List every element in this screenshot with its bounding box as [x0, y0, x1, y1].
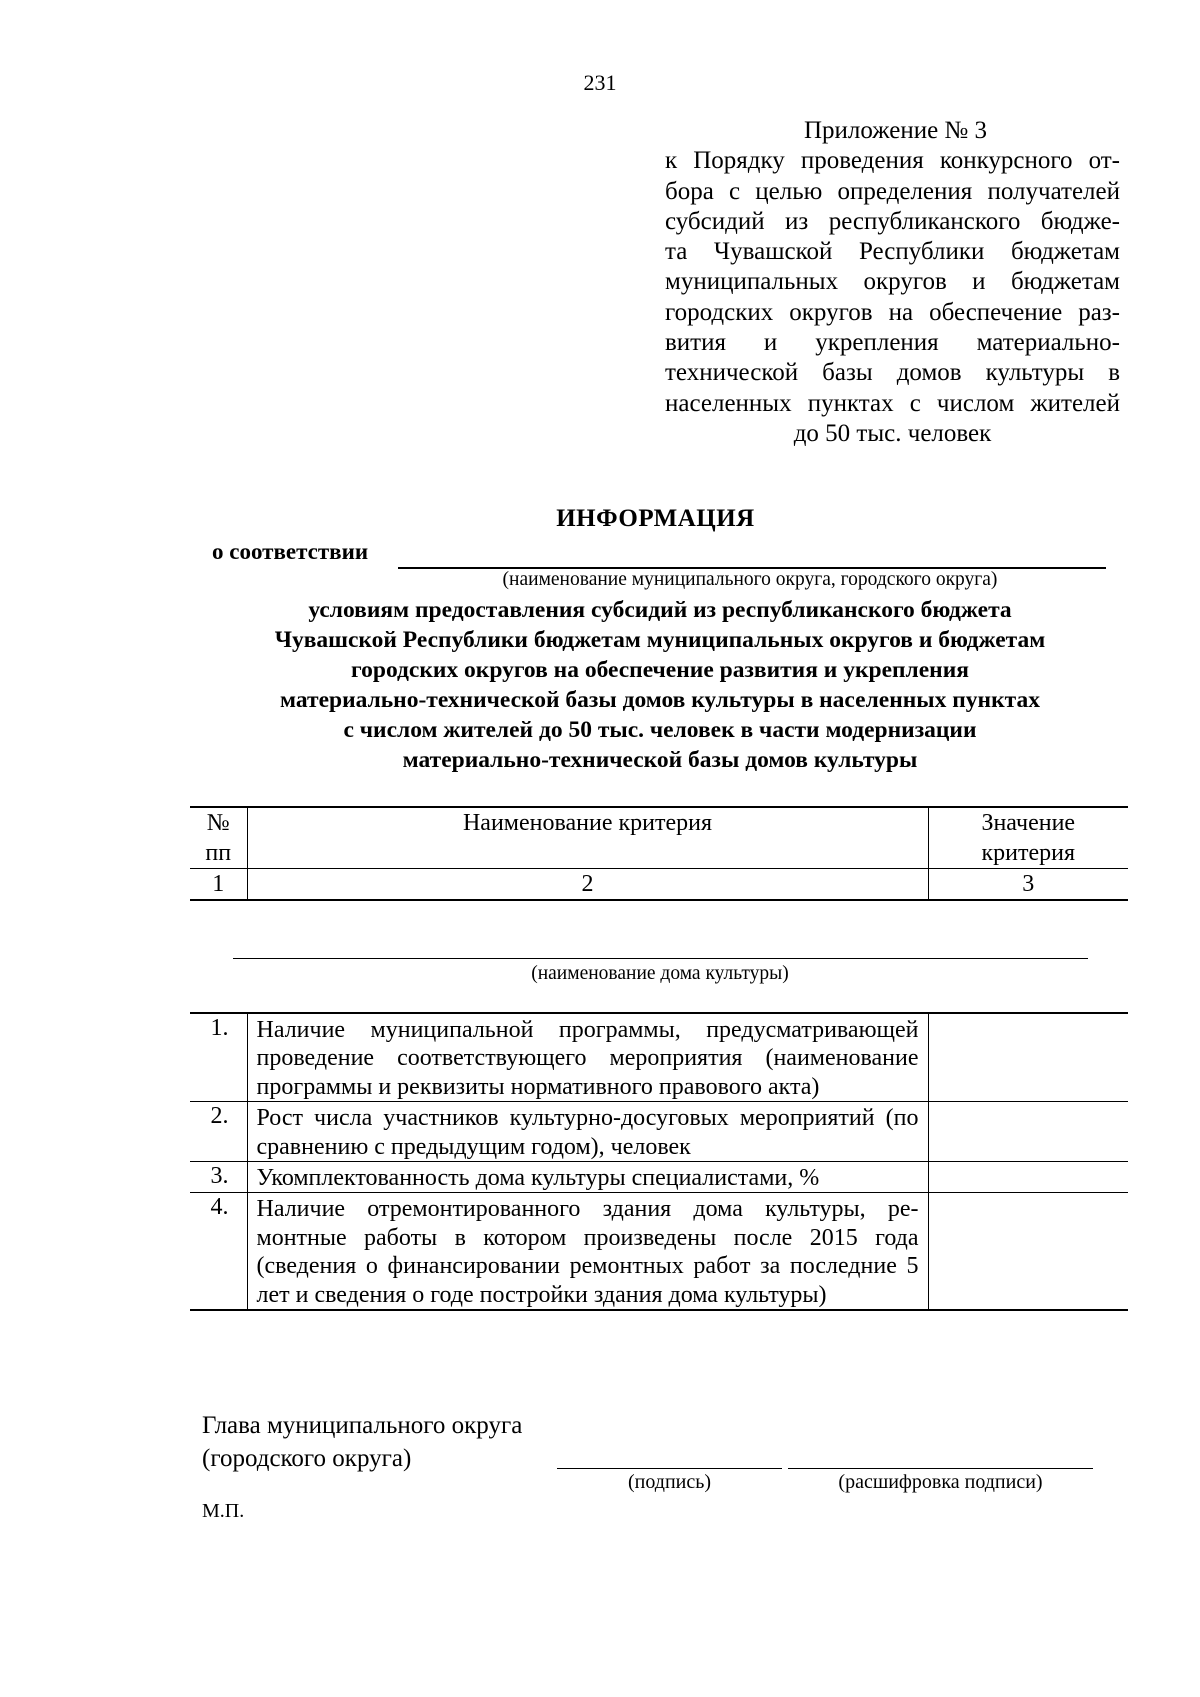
appendix-line: городских округов на обеспечение раз- [665, 298, 1120, 326]
header-cell-criterion: Наименование критерия [247, 807, 928, 869]
criteria-table [190, 1012, 1128, 1311]
criterion-value-cell[interactable] [928, 1013, 1128, 1102]
table-row [190, 1013, 1128, 1102]
conformity-hint: (наименование муниципального округа, городского округа) [502, 569, 998, 590]
criterion-value-cell[interactable] [928, 1162, 1128, 1193]
appendix-block [665, 116, 1120, 449]
appendix-line: вития и укрепления материально- [665, 329, 1120, 357]
header-value-label: Значение [981, 810, 1076, 836]
head-of-district-label [202, 1409, 522, 1475]
appendix-title: Приложение № 3 [804, 117, 988, 144]
appendix-line: до 50 тыс. человек [793, 419, 992, 447]
header-value-label: критерия [981, 840, 1076, 866]
column-number-cell: 2 [247, 869, 928, 901]
criterion-value-cell[interactable] [928, 1193, 1128, 1310]
conditions-line: с числом жителей до 50 тыс. человек в части модернизации [343, 717, 977, 743]
criterion-text: Укомплектованность дома культуры специалистами, % [247, 1162, 928, 1193]
column-number-cell: 1 [190, 869, 247, 901]
stamp-place-label: М.П. [202, 1500, 245, 1522]
head-of-district-line: Глава муниципального округа [202, 1412, 523, 1439]
criterion-value-cell[interactable] [928, 1102, 1128, 1162]
header-cell-value [928, 807, 1128, 869]
signature-decode-line[interactable] [788, 1468, 1093, 1469]
house-of-culture-hint: (наименование дома культуры) [531, 963, 789, 984]
signature-line[interactable] [557, 1468, 782, 1469]
table-header-row [190, 807, 1128, 869]
column-number-cell: 3 [928, 869, 1128, 901]
head-of-district-line: (городского округа) [202, 1445, 412, 1472]
conditions-line: городских округов на обеспечение развития и укрепления [351, 657, 969, 683]
criterion-text: Наличие муниципальной программы, предусматривающей проведение соответствующего мероприятия (наименование программы и реквизиты нормативного правового акта) [247, 1013, 928, 1102]
appendix-line: технической базы домов культуры в [665, 359, 1120, 387]
house-of-culture-fill-line [233, 958, 1088, 959]
criterion-number: 2. [190, 1102, 247, 1162]
table-row [190, 1162, 1128, 1193]
table-row [190, 1193, 1128, 1310]
appendix-line: населенных пунктах с числом жителей [665, 389, 1120, 417]
signature-hint: (подпись) [627, 1471, 712, 1493]
conformity-label: о соответствии [212, 539, 369, 564]
criterion-number: 3. [190, 1162, 247, 1193]
criterion-number: 1. [190, 1013, 247, 1102]
criterion-number: 4. [190, 1193, 247, 1310]
header-cell-number [190, 807, 247, 869]
criterion-text: Рост числа участников культурно-досуговых мероприятий (по сравнению с предыдущим годом), человек [247, 1102, 928, 1162]
conditions-line: материально-технической базы домов культуры [402, 747, 918, 773]
appendix-line: к Порядку проведения конкурсного от- [665, 147, 1120, 175]
conditions-heading [160, 595, 1160, 775]
appendix-line: субсидий из республиканского бюдже- [665, 207, 1120, 235]
page-number: 231 [583, 70, 617, 95]
conditions-line: материально-технической базы домов культуры в населенных пунктах [280, 687, 1040, 713]
appendix-line: бора с целью определения получателей [665, 177, 1120, 205]
conditions-line: Чувашской Республики бюджетам муниципальных округов и бюджетам [274, 627, 1046, 653]
table-row [190, 1102, 1128, 1162]
header-number-label: № [206, 810, 230, 836]
document-title: ИНФОРМАЦИЯ [556, 505, 755, 532]
appendix-line: та Чувашской Республики бюджетам [665, 238, 1120, 266]
conditions-line: условиям предоставления субсидий из республиканского бюджета [308, 597, 1012, 623]
header-number-label: пп [205, 840, 232, 866]
table-column-numbers-row [190, 869, 1128, 901]
criterion-text: Наличие отремонтированного здания дома культуры, ремонтные работы в котором произведены после 2015 года (сведения о финансировании ремонтных работ за последние 5 лет и сведения о годе постройки здания дома культуры) [247, 1193, 928, 1310]
criteria-header-table [190, 806, 1128, 901]
appendix-line: муниципальных округов и бюджетам [665, 268, 1120, 296]
signature-decode-hint: (расшифровка подписи) [838, 1471, 1043, 1493]
